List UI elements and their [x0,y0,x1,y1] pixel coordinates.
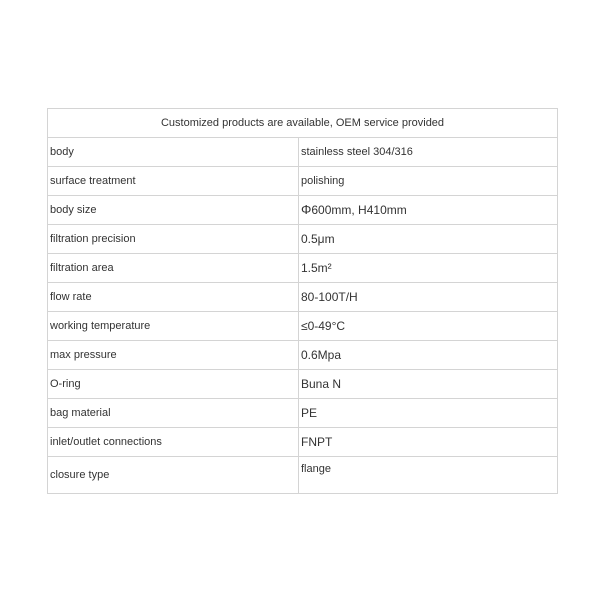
table-row [48,312,558,341]
spec-label: surface treatment [48,167,299,196]
table-row [48,196,558,225]
table-row [48,399,558,428]
table-row [48,341,558,370]
spec-value: Buna N [299,370,558,399]
spec-label: body [48,138,299,167]
spec-value: 1.5m² [299,254,558,283]
spec-label: filtration area [48,254,299,283]
spec-label: filtration precision [48,225,299,254]
spec-value-text: 600mm, H410mm [311,203,407,217]
table-row [48,167,558,196]
table-row [48,283,558,312]
table-row [48,254,558,283]
table-header-row [48,109,558,138]
spec-value: 80-100T/H [299,283,558,312]
spec-value: flange [299,457,558,494]
spec-value: PE [299,399,558,428]
table-row [48,457,558,494]
spec-label: inlet/outlet connections [48,428,299,457]
spec-label: flow rate [48,283,299,312]
table-header: Customized products are available, OEM service provided [48,109,558,138]
table-row [48,428,558,457]
spec-value: 0.6Mpa [299,341,558,370]
specification-table [47,108,558,494]
spec-label: O-ring [48,370,299,399]
spec-label: closure type [48,457,299,494]
spec-value: FNPT [299,428,558,457]
table-row [48,370,558,399]
spec-label: body size [48,196,299,225]
spec-value: stainless steel 304/316 [299,138,558,167]
spec-label: max pressure [48,341,299,370]
spec-value: 0.5μm [299,225,558,254]
spec-value [299,196,558,225]
spec-label: working temperature [48,312,299,341]
table-row [48,225,558,254]
table-row [48,138,558,167]
spec-value: ≤0-49°C [299,312,558,341]
diameter-symbol: Φ [301,202,312,217]
spec-label: bag material [48,399,299,428]
spec-value: polishing [299,167,558,196]
